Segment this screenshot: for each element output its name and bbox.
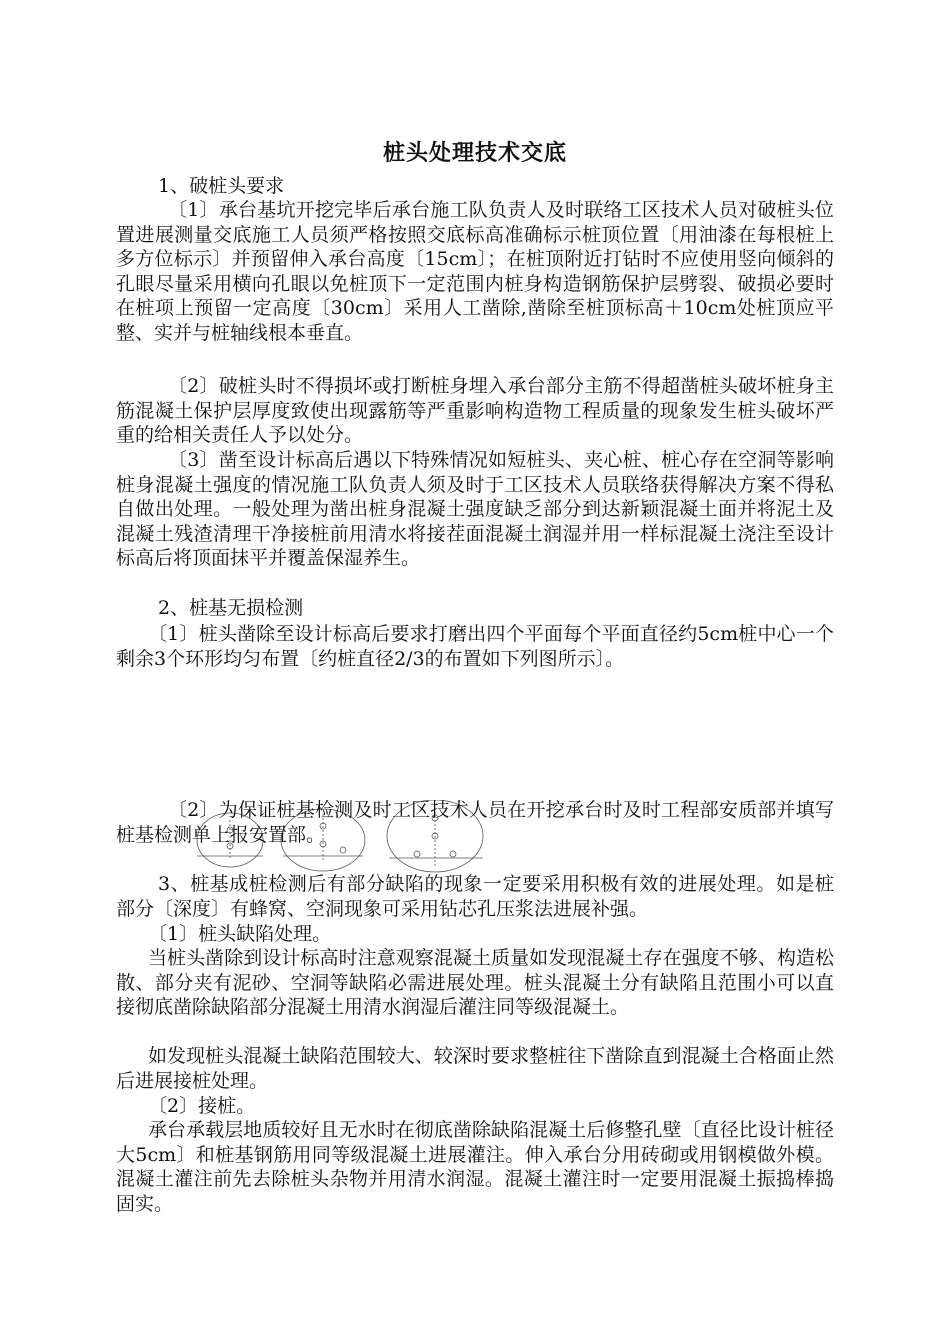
section-heading-2: 2、桩基无损检测 [158,597,304,619]
paragraph-1-2: 〔2〕破桩头时不得损坏或打断桩身埋入承台部分主筋不得超凿桩头破坏桩身主筋混凝土保护层厚度致使出现露筋等严重影响构造物工程质量的现象发生桩头破坏严重的给相关责任人予以处分。 [116,375,834,446]
paragraph-3-1: 当桩头凿除到设计标高时注意观察混凝土质量如发现混凝土存在强度不够、构造松散、部分夹有泥砂、空洞等缺陷必需进展处理。桩头混凝土分有缺陷且范围小可以直接彻底凿除缺陷部分混凝土用清水润湿后灌注同等级混凝土。 [116,947,834,1018]
paragraph-2-2: 〔2〕为保证桩基检测及时工区技术人员在开挖承台时及时工程部安质部并填写桩基检测单上报安置部。 [116,799,834,846]
page-title: 桩头处理技术交底 [382,141,567,166]
test-point-icon [340,847,346,853]
paragraph-3-2: 如发现桩头混凝土缺陷范围较大、较深时要求整桩往下凿除直到混凝土合格面止然后进展接桩处理。 [116,1045,834,1092]
paragraph-3-3: 承台承载层地质较好且无水时在彻底凿除缺陷混凝土后修整孔壁〔直径比设计桩径大5cm〕和桩基钢筋用同等级混凝土进展灌注。伸入承台分用砖砌或用钢模做外模。混凝土灌注前先去除桩头杂物并用清水润湿。混凝土灌注时一定要用混凝土振捣棒捣固实。 [116,1119,834,1215]
paragraph-2-1: 〔1〕桩头凿除至设计标高后要求打磨出四个平面每个平面直径约5cm桩中心一个剩余3个环形均匀布置〔约桩直径2/3的布置如下列图所示〕。 [116,623,834,670]
paragraph-1-3: 〔3〕凿至设计标高后遇以下特殊情况如短桩头、夹心桩、桩心存在空洞等影响桩身混凝土强度的情况施工队负责人须及时于工区技术人员联络获得解决方案不得私自做出处理。一般处理为凿出桩身混凝土强度缺乏部分到达新颖混凝土面并将泥土及混凝土残渣清理干净接桩前用清水将接茬面混凝土润湿并用一样标混凝土浇注至设计标高后将顶面抹平并覆盖保湿养生。 [116,449,834,569]
paragraph-1-1: 〔1〕承台基坑开挖完毕后承台施工队负责人及时联络工区技术人员对破桩头位置进展测量交底施工人员须严格按照交底标高准确标示桩顶位置〔用油漆在每根桩上多方位标示〕并预留伸入承台高度〔15cm〕；在桩顶附近打钻时不应使用竖向倾斜的孔眼尽量采用横向孔眼以免桩顶下一定范围内桩身构造钢筋保护层劈裂、破损必要时在桩项上预留一定高度〔30cm〕采用人工凿除,凿除至桩顶标高＋10cm处桩顶应平整、实并与桩轴线根本垂直。 [116,199,834,344]
test-point-icon [450,851,456,857]
test-point-icon [414,851,420,857]
subheading-3-1: 〔1〕桩头缺陷处理。 [148,923,332,945]
section-heading-1: 1、破桩头要求 [158,175,285,197]
section-heading-3: 3、桩基成桩检测后有部分缺陷的现象一定要采用积极有效的进展处理。如是桩部分〔深度〕有蜂窝、空洞现象可采用钻芯孔压浆法进展补强。 [116,873,834,920]
subheading-3-2: 〔2〕接桩。 [148,1095,256,1117]
